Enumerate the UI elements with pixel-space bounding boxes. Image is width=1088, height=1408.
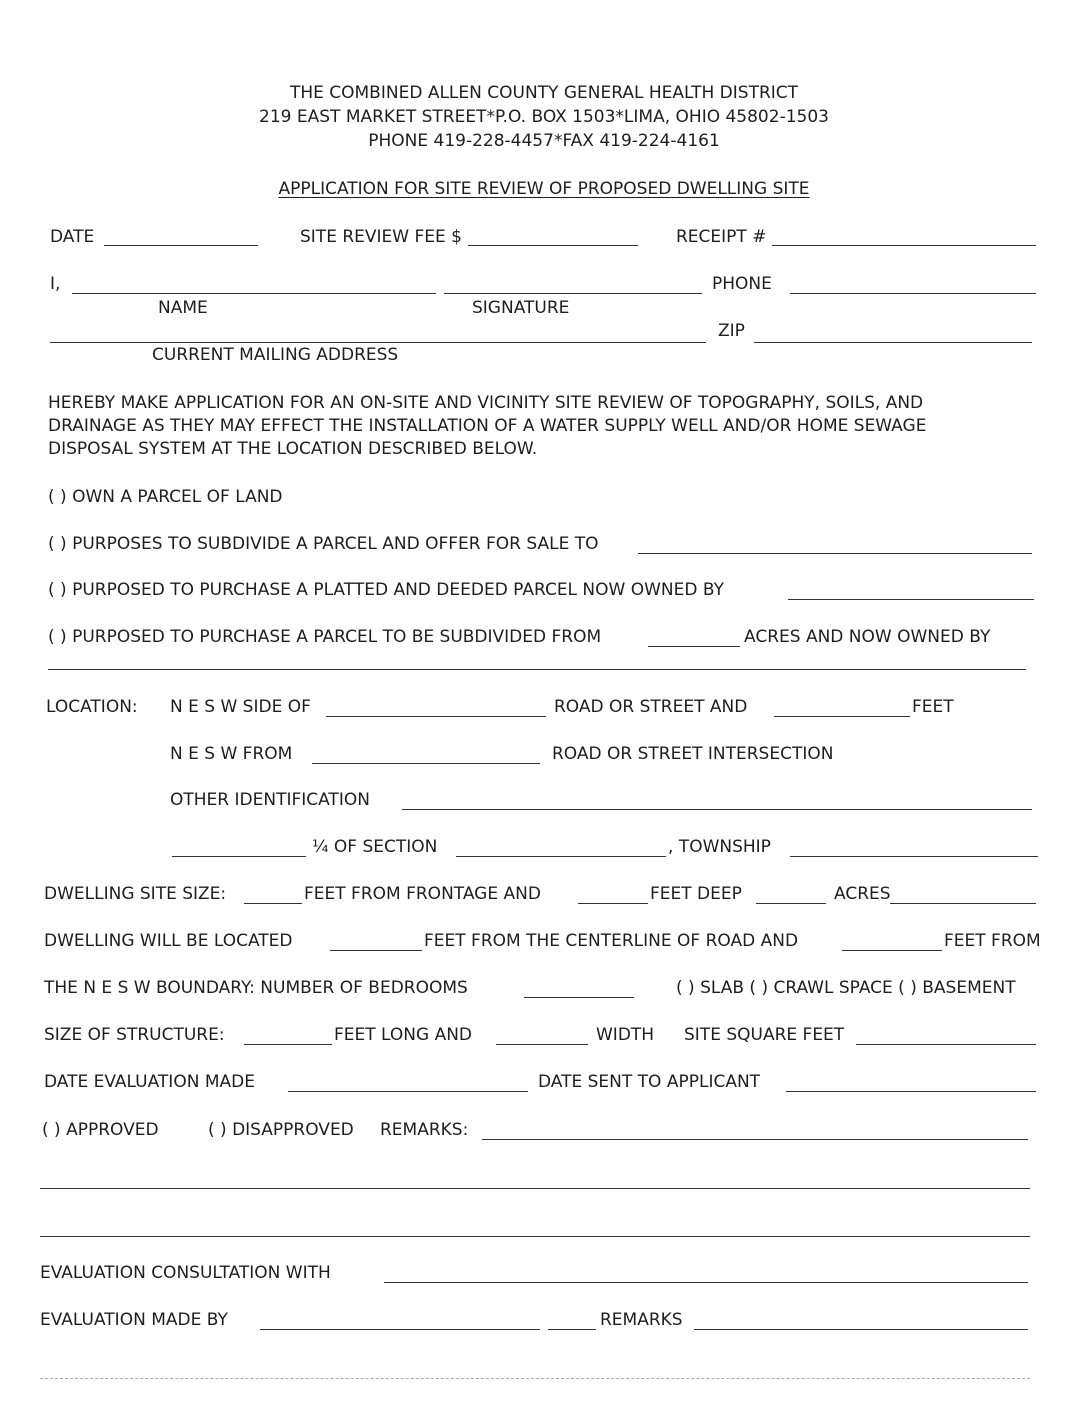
header-line-1: THE COMBINED ALLEN COUNTY GENERAL HEALTH DISTRICT: [289, 83, 799, 103]
acres-field[interactable]: [648, 646, 740, 647]
side-of-label: N E S W SIDE OF: [170, 697, 311, 717]
remarks-2-label: REMARKS: [600, 1310, 683, 1330]
consultation-field[interactable]: [384, 1282, 1028, 1283]
acres-owned-label: ACRES AND NOW OWNED BY: [744, 627, 991, 647]
section-field[interactable]: [456, 856, 666, 857]
i-label: I,: [50, 274, 61, 294]
owned-by-field[interactable]: [788, 599, 1034, 600]
centerline-label: FEET FROM THE CENTERLINE OF ROAD AND: [424, 931, 799, 951]
frontage-label: FEET FROM FRONTAGE AND: [304, 884, 541, 904]
township-label: , TOWNSHIP: [668, 837, 771, 857]
bedrooms-label: THE N E S W BOUNDARY: NUMBER OF BEDROOMS: [44, 978, 468, 998]
made-by-field[interactable]: [260, 1329, 540, 1330]
centerline-field[interactable]: [330, 950, 422, 951]
approved-option[interactable]: ( ) APPROVED: [42, 1120, 159, 1140]
intersection-label: ROAD OR STREET INTERSECTION: [552, 744, 834, 764]
remarks-line-2[interactable]: [40, 1188, 1030, 1189]
date-evaluation-label: DATE EVALUATION MADE: [44, 1072, 255, 1092]
remarks-label: REMARKS:: [380, 1120, 469, 1140]
feet-field[interactable]: [774, 716, 910, 717]
receipt-field[interactable]: [772, 245, 1036, 246]
statement-line-3: DISPOSAL SYSTEM AT THE LOCATION DESCRIBED BELOW.: [48, 439, 538, 459]
disapproved-option[interactable]: ( ) DISAPPROVED: [208, 1120, 354, 1140]
remarks-field[interactable]: [482, 1139, 1028, 1140]
phone-field[interactable]: [790, 293, 1036, 294]
length-field[interactable]: [244, 1044, 332, 1045]
zip-field[interactable]: [754, 342, 1032, 343]
location-label: LOCATION:: [46, 697, 138, 717]
quarter-field[interactable]: [172, 856, 306, 857]
option-subdivide[interactable]: ( ) PURPOSES TO SUBDIVIDE A PARCEL AND OFFER FOR SALE TO: [48, 534, 599, 554]
acres-value-field[interactable]: [890, 903, 1036, 904]
feet-long-label: FEET LONG AND: [334, 1025, 473, 1045]
bottom-divider: [40, 1378, 1030, 1379]
header-line-2: 219 EAST MARKET STREET*P.O. BOX 1503*LIMA, OHIO 45802-1503: [259, 107, 829, 127]
statement-line-2: DRAINAGE AS THEY MAY EFFECT THE INSTALLATION OF A WATER SUPPLY WELL AND/OR HOME SEWAGE: [48, 416, 927, 436]
name-field[interactable]: [72, 293, 436, 294]
quarter-section-label: ¼ OF SECTION: [312, 837, 438, 857]
made-by-extra-field[interactable]: [548, 1329, 596, 1330]
sale-to-field[interactable]: [638, 553, 1032, 554]
receipt-label: RECEIPT #: [676, 227, 767, 247]
date-sent-field[interactable]: [786, 1091, 1036, 1092]
deep-label: FEET DEEP: [650, 884, 742, 904]
remarks-line-3[interactable]: [40, 1236, 1030, 1237]
address-field[interactable]: [50, 342, 706, 343]
boundary-feet-field[interactable]: [842, 950, 942, 951]
fee-field[interactable]: [468, 245, 638, 246]
option-parcel-subdivided[interactable]: ( ) PURPOSED TO PURCHASE A PARCEL TO BE SUBDIVIDED FROM: [48, 627, 602, 647]
signature-field[interactable]: [444, 293, 702, 294]
form-title: APPLICATION FOR SITE REVIEW OF PROPOSED DWELLING SITE: [278, 179, 810, 199]
consultation-label: EVALUATION CONSULTATION WITH: [40, 1263, 331, 1283]
signature-caption: SIGNATURE: [472, 298, 570, 318]
header-line-3: PHONE 419-228-4457*FAX 419-224-4161: [368, 131, 720, 151]
option-platted[interactable]: ( ) PURPOSED TO PURCHASE A PLATTED AND DEEDED PARCEL NOW OWNED BY: [48, 580, 724, 600]
site-size-label: DWELLING SITE SIZE:: [44, 884, 227, 904]
other-identification-label: OTHER IDENTIFICATION: [170, 790, 370, 810]
date-evaluation-field[interactable]: [288, 1091, 528, 1092]
width-field[interactable]: [496, 1044, 588, 1045]
fee-label: SITE REVIEW FEE $: [300, 227, 462, 247]
name-caption: NAME: [158, 298, 208, 318]
acres-size-field[interactable]: [756, 903, 826, 904]
intersection-field[interactable]: [312, 763, 540, 764]
date-label: DATE: [50, 227, 95, 247]
road-and-label: ROAD OR STREET AND: [554, 697, 748, 717]
structure-size-label: SIZE OF STRUCTURE:: [44, 1025, 225, 1045]
date-field[interactable]: [104, 245, 258, 246]
deep-field[interactable]: [578, 903, 648, 904]
from-label: N E S W FROM: [170, 744, 293, 764]
date-sent-label: DATE SENT TO APPLICANT: [538, 1072, 761, 1092]
owner-name-field[interactable]: [48, 669, 1026, 670]
square-feet-label: SITE SQUARE FEET: [684, 1025, 845, 1045]
square-feet-field[interactable]: [856, 1044, 1036, 1045]
located-label: DWELLING WILL BE LOCATED: [44, 931, 293, 951]
made-by-label: EVALUATION MADE BY: [40, 1310, 228, 1330]
address-caption: CURRENT MAILING ADDRESS: [152, 345, 399, 365]
bedrooms-field[interactable]: [524, 997, 634, 998]
zip-label: ZIP: [718, 321, 745, 341]
township-field[interactable]: [790, 856, 1038, 857]
remarks-2-field[interactable]: [694, 1329, 1028, 1330]
phone-label: PHONE: [712, 274, 772, 294]
foundation-options[interactable]: ( ) SLAB ( ) CRAWL SPACE ( ) BASEMENT: [676, 978, 1016, 998]
road-field[interactable]: [326, 716, 546, 717]
statement-line-1: HEREBY MAKE APPLICATION FOR AN ON-SITE AND VICINITY SITE REVIEW OF TOPOGRAPHY, SOILS, AND: [48, 393, 924, 413]
acres-label: ACRES: [834, 884, 891, 904]
width-label: WIDTH: [596, 1025, 655, 1045]
option-own-parcel[interactable]: ( ) OWN A PARCEL OF LAND: [48, 487, 283, 507]
feet-from-label: FEET FROM: [944, 931, 1041, 951]
frontage-field[interactable]: [244, 903, 302, 904]
feet-label: FEET: [912, 697, 954, 717]
other-identification-field[interactable]: [402, 809, 1032, 810]
